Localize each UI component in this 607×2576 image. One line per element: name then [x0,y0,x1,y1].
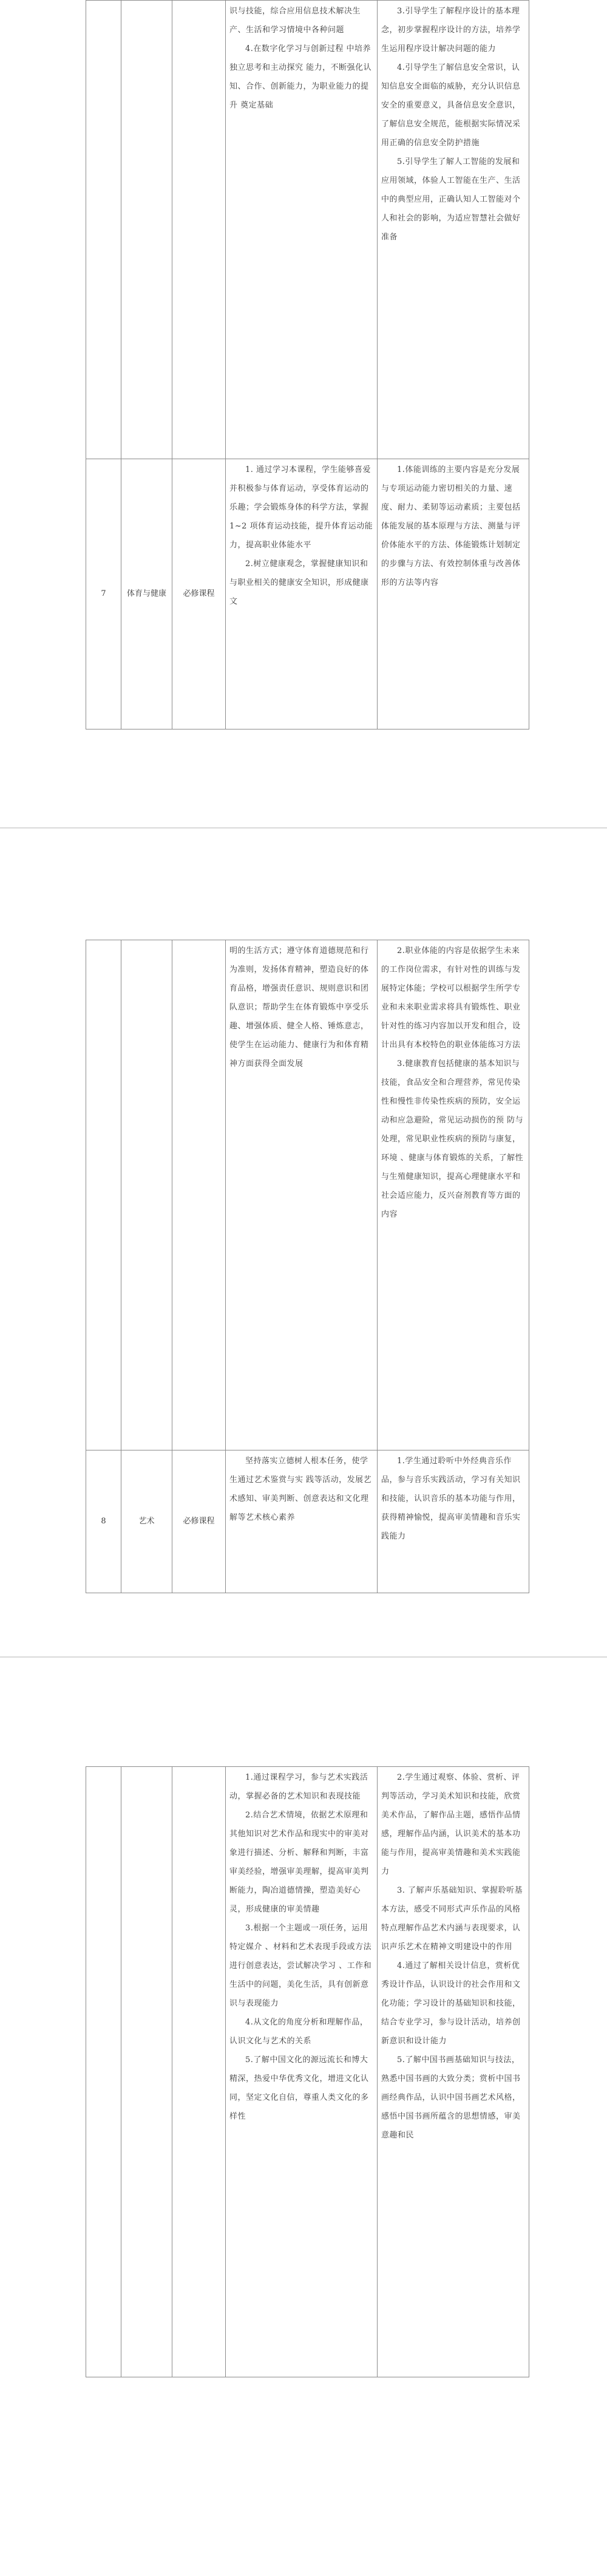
table-row [86,1,529,459]
course-name [121,1767,172,2377]
content-paragraph: 4.通过了解相关设计信息，赏析优秀设计作品，认识设计的社会作用和文化功能；学习设计的基础知识和技能，结合专业学习，参与设计活动，培养创新意识和设计能力 [381,1961,521,2046]
course-goal [226,1,378,459]
course-name [121,1,172,459]
course-number: 7 [86,459,121,729]
content-paragraph: 3.引导学生了解程序设计的基本理念，初步掌握程序设计的方法，培养学生运用程序设计解决问题的能力 [381,7,521,53]
course-name: 艺术 [121,1450,172,1593]
content-paragraph: 1.学生通过聆听中外经典音乐作品，参与音乐实践活动，学习有关知识和技能，认识音乐的基本功能与作用，获得精神愉悦，提高审美情趣和音乐实践能力 [381,1457,521,1541]
course-content [378,940,529,1450]
table-row [86,459,529,729]
course-type [172,940,226,1450]
goal-paragraph: 4.从文化的角度分析和理解作品，认识文化与艺术的关系 [229,2018,368,2046]
course-number [86,1767,121,2377]
content-paragraph: 1.体能训练的主要内容是充分发展与专项运动能力密切相关的力量、速度、耐力、柔韧等运动素质；主要包括体能发展的基本原理与方法、测量与评价体能水平的方法、体能锻炼计划制定的步骤与方法、有效控制体重与改善体形的方法等内容 [381,465,521,587]
course-type [172,1767,226,2377]
page-1 [0,0,607,827]
curriculum-table [86,0,529,729]
course-content [378,459,529,729]
goal-paragraph: 2.树立健康观念，掌握健康知识和与职业相关的健康安全知识，形成健康文 [229,559,369,606]
goal-paragraph: 识与技能，综合应用信息技术解决生产、生活和学习情境中各种问题 [229,7,361,35]
content-paragraph: 4.引导学生了解信息安全常识，认知信息安全面临的威胁，充分认识信息安全的重要意义，具备信息安全意识，了解信息安全规范，能根据实际情况采用正确的信息安全防护措施 [381,63,521,148]
content-paragraph: 3. 了解声乐基础知识、掌握聆听基本方法，感受不同形式声乐作品的风格特点理解作品艺术内涵与表现要求，认识声乐艺术在精神文明建设中的作用 [381,1886,523,1952]
content-paragraph: 5.引导学生了解人工智能的发展和应用领域，体验人工智能在生产、生活中的典型应用，正确认知人工智能对个人和社会的影响，为适应智慧社会做好准备 [381,157,521,242]
course-type [172,1,226,459]
course-name: 体育与健康 [121,459,172,729]
course-goal [226,1767,378,2377]
course-content [378,1,529,459]
goal-paragraph: 1. 通过学习本课程，学生能够喜爱并积极参与体育运动，享受体育运动的乐趣；学会锻炼身体的科学方法，掌握 1~2 项体育运动技能，提升体育运动能力，提高职业体能水平 [229,465,373,550]
course-goal [226,459,378,729]
course-number: 8 [86,1450,121,1593]
course-content [378,1767,529,2377]
goal-paragraph: 1.通过课程学习，参与艺术实践活动，掌握必备的艺术知识和表现技能 [229,1773,368,1801]
page-2 [0,828,607,1656]
goal-paragraph: 4.在数字化学习与创新过程 中培养独立思考和主动探究 能力，不断强化认知、合作、创新能力，为职业能力的提升 奠定基础 [229,44,372,110]
content-paragraph: 5.了解中国书画基础知识与技法，熟悉中国书画的大致分类；赏析中国书画经典作品，认识中国书画艺术风格，感悟中国书画所蕴含的思想情感，审美意趣和民 [381,2055,521,2140]
table-row [86,1450,529,1593]
course-type: 必修课程 [172,459,226,729]
table-row [86,1767,529,2377]
course-type: 必修课程 [172,1450,226,1593]
content-paragraph: 2.学生通过观察、体验、赏析、评判等活动，学习美术知识和技能，欣赏美术作品，了解作品主题，感悟作品情感，理解作品内涵，认识美术的基本功能与作用，提高审美情趣和美术实践能力 [381,1773,521,1876]
curriculum-table [86,1766,529,2377]
table-row [86,940,529,1450]
content-paragraph: 3.健康教育包括健康的基本知识与技能，食品安全和合理营养，常见传染性和慢性非传染性疾病的预防，安全运动和应急避险，常见运动损伤的预 防与处理，常见职业性疾病的预防与康复，环境 、健康与体育锻炼的关系，了解性与生殖健康知识，提高心理健康水平和社会适应能力，反兴奋剂教育等方面的内容 [381,1059,524,1219]
goal-paragraph: 2.结合艺术情境，依据艺术原理和其他知识对艺术作品和现实中的审美对象进行描述、分析、解释和判断，丰富审美经验，增强审美理解，提高审美判断能力，陶冶道德情操，塑造美好心灵，形成健康的审美情趣 [229,1811,369,1914]
goal-paragraph: 坚持落实立德树人根本任务，使学生通过艺术鉴赏与实 践等活动，发展艺术感知、审美判断、创意表达和文化理解等艺术核心素养 [229,1457,372,1522]
content-paragraph: 2.职业体能的内容是依据学生未来的工作岗位需求，有针对性的训练与发展特定体能；学校可以根据学生所学专业和未来职业需求将具有锻炼性、职业针对性的练习内容加以开发和组合，设计出具有本校特色的职业体能练习方法 [381,946,521,1050]
course-content [378,1450,529,1593]
course-goal [226,1450,378,1593]
course-number [86,940,121,1450]
page-3 [0,1658,607,2576]
curriculum-table [86,940,529,1593]
goal-paragraph: 5.了解中国文化的源远流长和博大精深，热爱中华优秀文化，增进文化认同，坚定文化自信，尊重人类文化的多样性 [229,2055,369,2121]
course-goal [226,940,378,1450]
goal-paragraph: 明的生活方式；遵守体育道德规范和行为准则，发扬体育精神，塑造良好的体育品格，增强责任意识、规则意识和团队意识；帮助学生在体育锻炼中享受乐趣、增强体质、健全人格、锤炼意志，使学生在运动能力、健康行为和体育精神方面获得全面发展 [229,946,369,1068]
goal-paragraph: 3.根据一个主题或一项任务，运用特定媒介 、材料和艺术表现手段或方法进行创意表达，尝试解决学习 、工作和生活中的问题，美化生活，具有创新意识与表现能力 [229,1924,372,2008]
course-number [86,1,121,459]
course-name [121,940,172,1450]
